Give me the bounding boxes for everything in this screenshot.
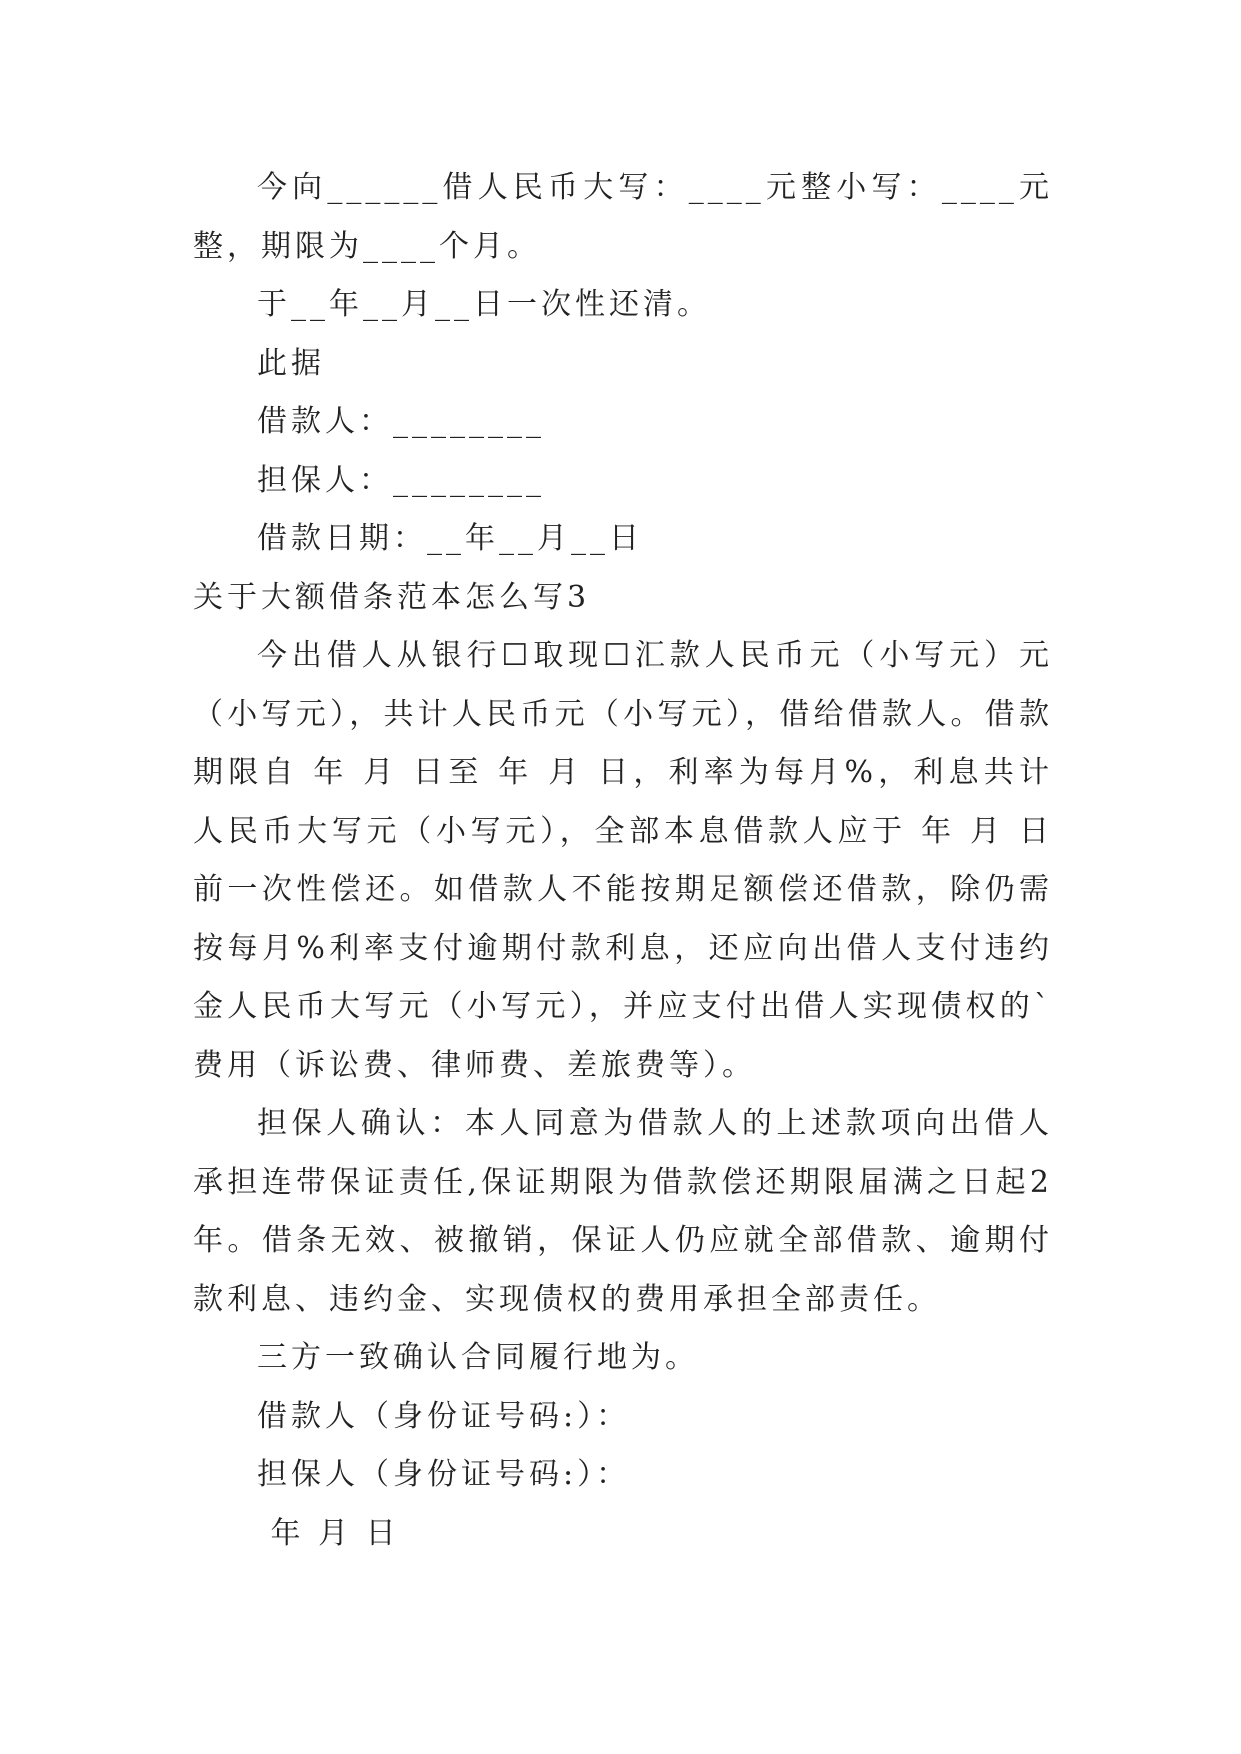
loan-amount-paragraph: 今向______借人民币大写：____元整小写：____元整，期限为____个月。 bbox=[193, 170, 1053, 264]
borrower-id-line: 借款人（身份证号码:）： bbox=[257, 1398, 631, 1434]
signing-date-line: 年 月 日 bbox=[257, 1515, 400, 1551]
guarantor-signature-line: 担保人：________ bbox=[257, 462, 545, 498]
repayment-date-paragraph: 于__年__月__日一次性还清。 bbox=[257, 287, 711, 322]
document-body bbox=[193, 159, 1053, 1563]
performance-place-paragraph: 三方一致确认合同履行地为。 bbox=[257, 1340, 699, 1375]
loan-terms-paragraph: 今出借人从银行☐取现☐汇款人民币元（小写元）元（小写元），共计人民币元（小写元），借给借款人。借款期限自 年 月 日至 年 月 日，利率为每月%，利息共计人民币大写元（小写元），全部本息借款人应于 年 月 日前一次性偿还。如借款人不能按期足额偿还借款，除仍需按每月%利率支付逾期付款利息，还应向出借人支付违约金人民币大写元（小写元），并应支付出借人实现债权的`费用（诉讼费、律师费、差旅费等）。 bbox=[193, 638, 1053, 1083]
borrower-signature-line: 借款人：________ bbox=[257, 404, 545, 439]
guarantor-id-line: 担保人（身份证号码:）： bbox=[257, 1457, 631, 1492]
loan-date-line: 借款日期：__年__月__日 bbox=[257, 521, 643, 556]
guarantor-confirmation-paragraph: 担保人确认：本人同意为借款人的上述款项向出借人承担连带保证责任,保证期限为借款偿还期限届满之日起2年。借条无效、被撤销，保证人仍应就全部借款、逾期付款利息、违约金、实现债权的费用承担全部责任。 bbox=[193, 1106, 1053, 1317]
section-title: 关于大额借条范本怎么写3 bbox=[193, 579, 591, 615]
basis-line: 此据 bbox=[257, 345, 325, 381]
